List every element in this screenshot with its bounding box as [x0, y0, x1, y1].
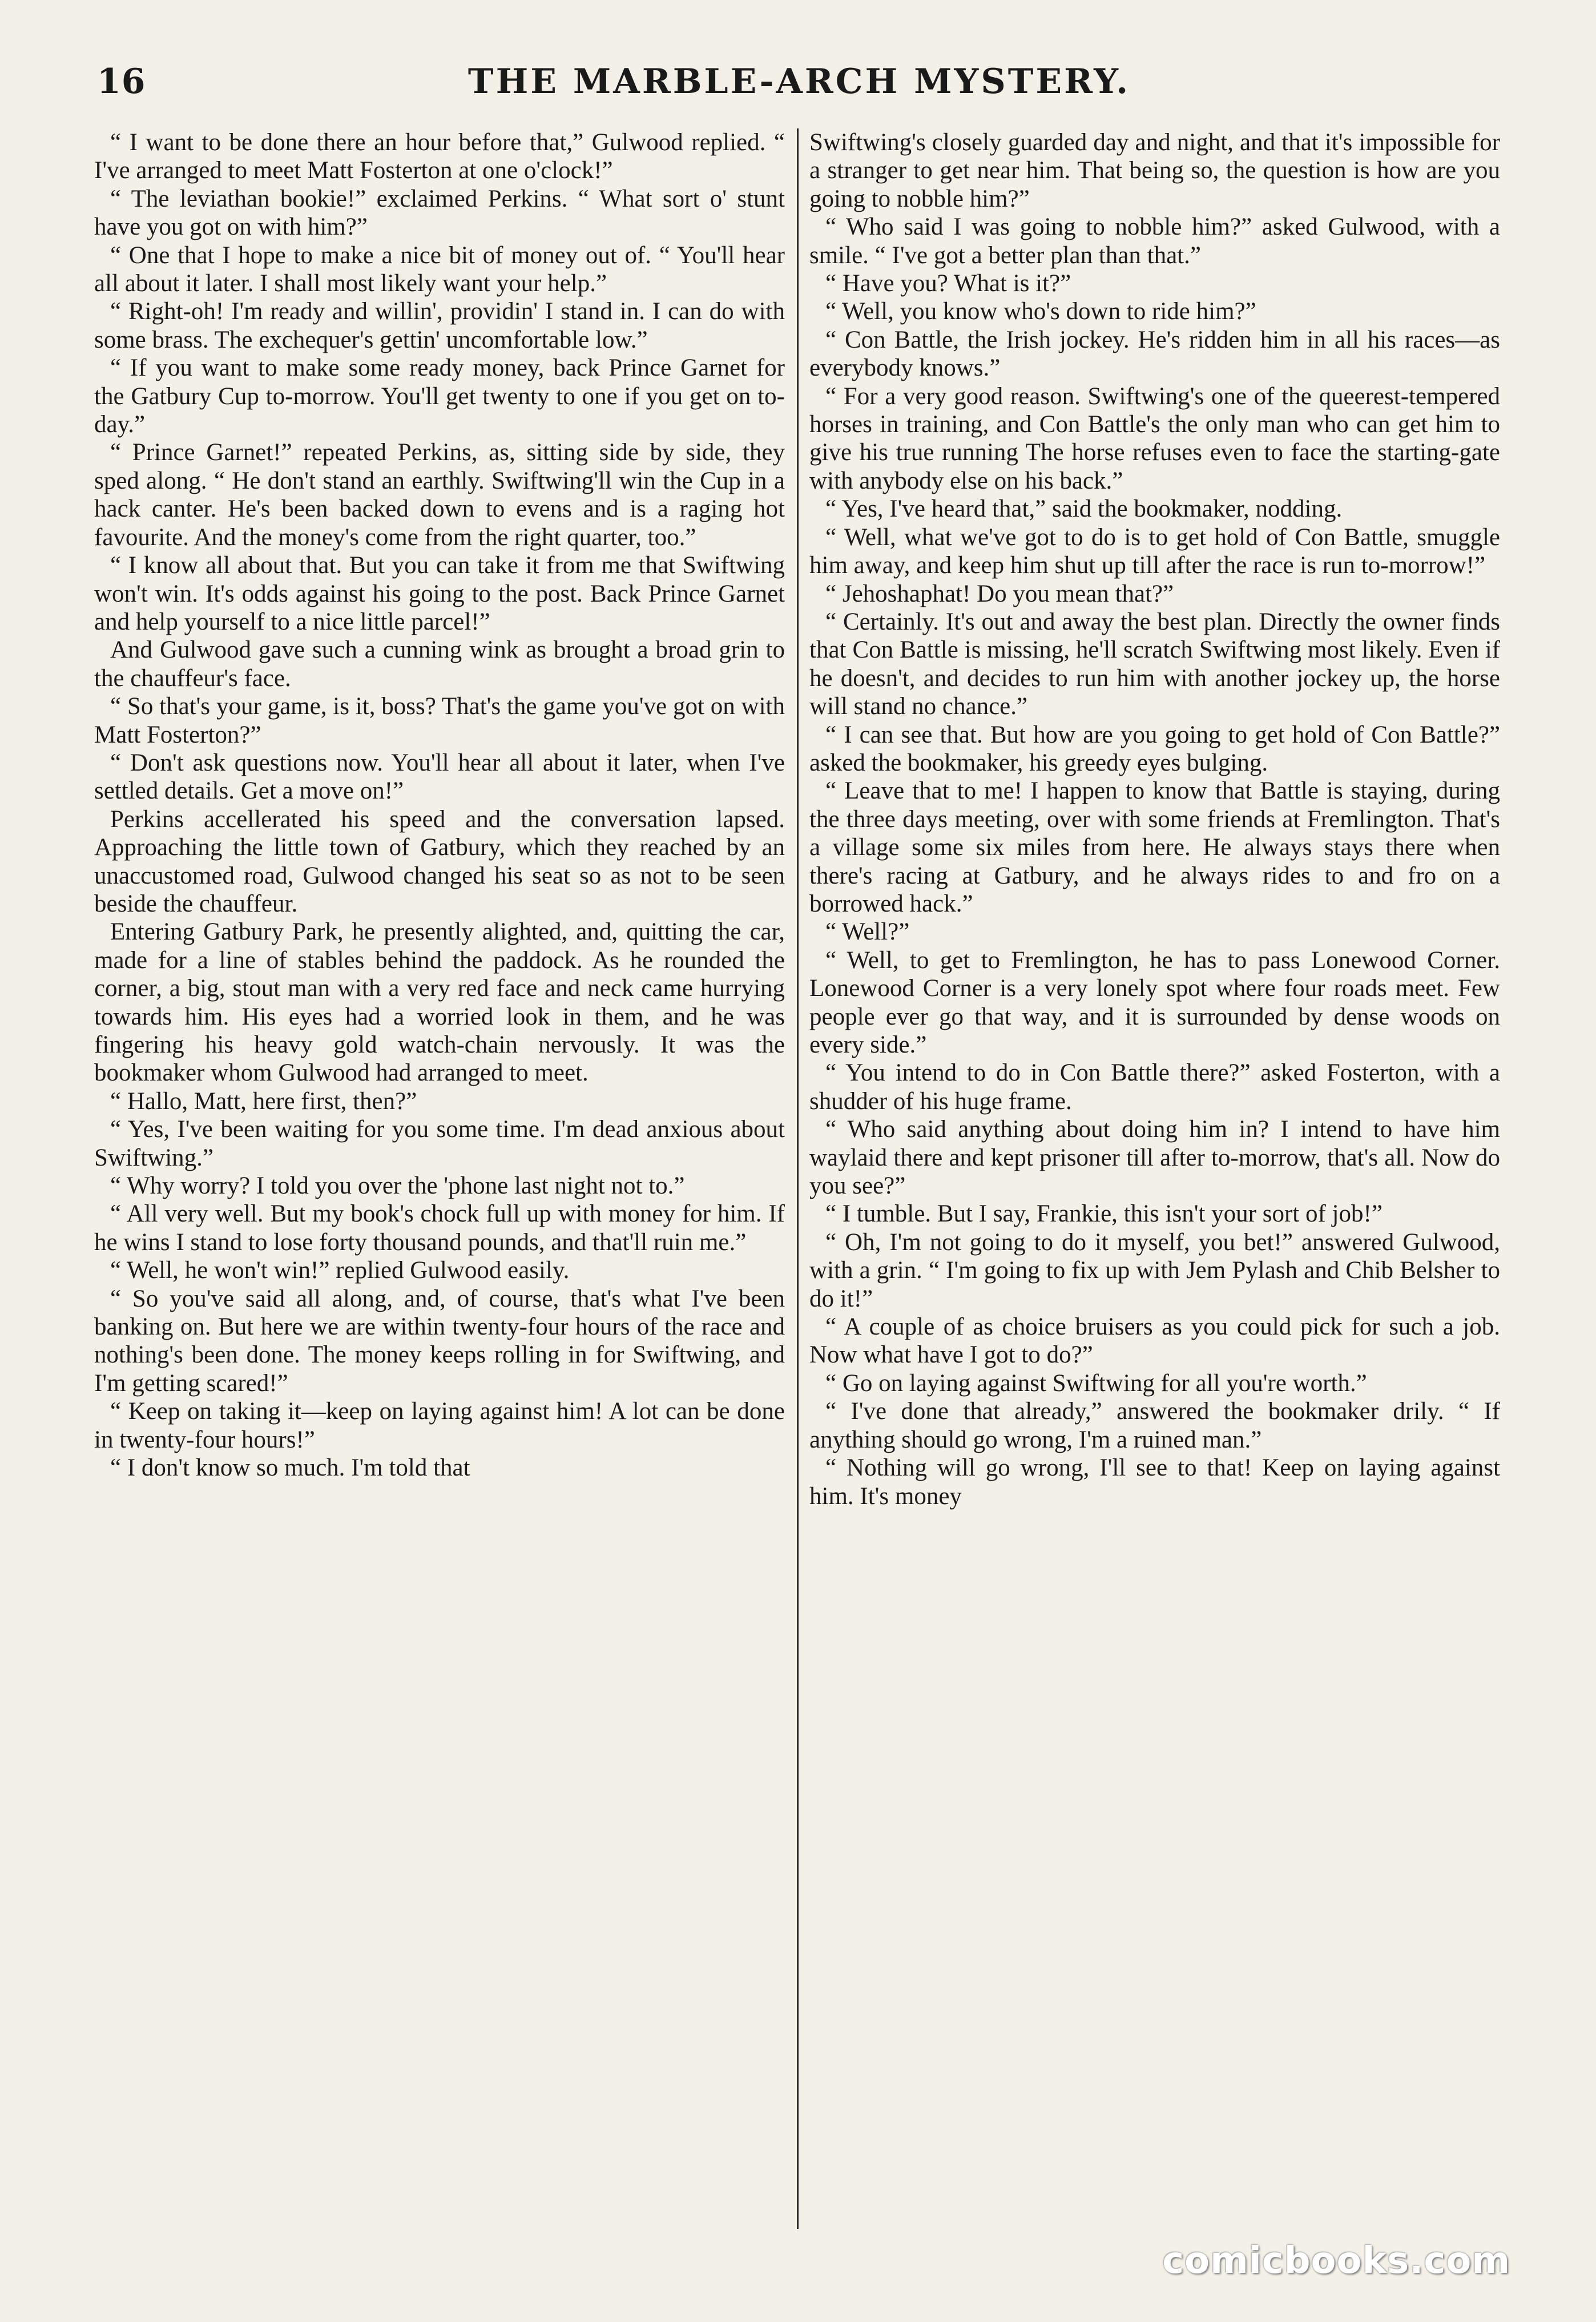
paragraph: “ I can see that. But how are you going to get hold of Con Battle?” asked the bookmaker, his greedy eyes bulging.: [809, 721, 1500, 776]
paragraph: “ Keep on taking it—keep on laying against him! A lot can be done in twenty-four hours!”: [94, 1398, 785, 1453]
paragraph: “ So that's your game, is it, boss? That's the game you've got on with Matt Fosterton?”: [94, 693, 785, 748]
paragraph: “ Have you? What is it?”: [825, 270, 1071, 297]
paragraph: “ I know all about that. But you can take it from me that Swiftwing won't win. It's odds against his going to the post. Back Prince Garnet and help yourself to a nice little parcel!”: [94, 552, 785, 635]
paragraph: “ You intend to do in Con Battle there?” asked Fosterton, with a shudder of his huge frame.: [809, 1059, 1500, 1115]
paragraph: “ Nothing will go wrong, I'll see to that! Keep on laying against him. It's money: [809, 1454, 1500, 1510]
paragraph: “ I want to be done there an hour before that,” Gulwood replied. “ I've arranged to meet Matt Fosterton at one o'clock!”: [94, 129, 785, 184]
paragraph: “ Why worry? I told you over the 'phone last night not to.”: [110, 1172, 685, 1200]
paragraph: “ Jehoshaphat! Do you mean that?”: [825, 580, 1174, 607]
paragraph: Perkins accellerated his speed and the conversation lapsed. Approaching the little town of Gatbury, which they reached by an unaccustomed road, Gulwood changed his seat so as not to be seen beside the chauffeur.: [94, 805, 785, 917]
right-text-column: [809, 128, 1500, 2229]
paragraph: “ Prince Garnet!” repeated Perkins, as, sitting side by side, they sped along. “ He don't stand an earthly. Swiftwing'll win the Cup in a hack canter. He's been backed down to evens and is a raging hot favourite. And the money's come from the right quarter, too.”: [94, 439, 785, 551]
paragraph: “ Don't ask questions now. You'll hear all about it later, when I've settled details. Get a move on!”: [94, 749, 785, 805]
paragraph: “ Well, to get to Fremlington, he has to pass Lonewood Corner. Lonewood Corner is a very lonely spot where four roads meet. Few people ever go that way, and it is surrounded by dense woods on every side.”: [809, 946, 1500, 1058]
running-title: THE MARBLE-ARCH MYSTERY.: [467, 62, 1131, 102]
paragraph: “ Right-oh! I'm ready and willin', providin' I stand in. I can do with some brass. The exchequer's gettin' uncomfortable low.”: [94, 298, 785, 353]
paragraph: Entering Gatbury Park, he presently alighted, and, quitting the car, made for a line of stables behind the paddock. As he rounded the corner, a big, stout man with a very red face and neck came hurrying towards him. His eyes had a worried look in them, and he was fingering his heavy gold watch-chain nervously. It was the bookmaker whom Gulwood had arranged to meet.: [94, 918, 785, 1087]
paragraph: “ I tumble. But I say, Frankie, this isn't your sort of job!”: [825, 1200, 1383, 1228]
paragraph: “ A couple of as choice bruisers as you could pick for such a job. Now what have I got to do?”: [809, 1313, 1500, 1369]
page-number: 16: [97, 62, 146, 102]
paragraph: “ Who said I was going to nobble him?” asked Gulwood, with a smile. “ I've got a better plan than that.”: [809, 213, 1500, 269]
left-text-column: [94, 128, 785, 2229]
paragraph: “ Well, you know who's down to ride him?”: [825, 298, 1256, 325]
paragraph: “ Hallo, Matt, here first, then?”: [110, 1087, 417, 1115]
paragraph: “ Con Battle, the Irish jockey. He's ridden him in all his races—as everybody knows.”: [809, 326, 1500, 382]
paragraph: “ The leviathan bookie!” exclaimed Perkins. “ What sort o' stunt have you got on with him?”: [94, 185, 785, 241]
paragraph: Swiftwing's closely guarded day and night, and that it's impossible for a stranger to get near him. That being so, the question is how are you going to nobble him?”: [809, 129, 1500, 212]
paragraph: “ For a very good reason. Swiftwing's one of the queerest-tempered horses in training, and Con Battle's the only man who can get him to give his true running The horse refuses even to face the starting-gate with anybody else on his back.”: [809, 382, 1500, 494]
paragraph: “ I've done that already,” answered the bookmaker drily. “ If anything should go wrong, I'm a ruined man.”: [809, 1398, 1500, 1453]
paragraph: “ Certainly. It's out and away the best plan. Directly the owner finds that Con Battle is missing, he'll scratch Swiftwing most likely. Even if he doesn't, and decides to run him with another jockey up, the horse will stand no chance.”: [809, 608, 1500, 720]
column-divider: [797, 128, 799, 2229]
paragraph: “ Yes, I've been waiting for you some time. I'm dead anxious about Swiftwing.”: [94, 1116, 785, 1171]
paragraph: “ Well, what we've got to do is to get hold of Con Battle, smuggle him away, and keep him shut up till after the race is run to-morrow!”: [809, 523, 1500, 579]
paragraph: “ All very well. But my book's chock full up with money for him. If he wins I stand to lose forty thousand pounds, and that'll ruin me.”: [94, 1200, 785, 1256]
paragraph: “ I don't know so much. I'm told that: [110, 1454, 470, 1482]
paragraph: “ Well?”: [825, 918, 910, 946]
paragraph: “ Yes, I've heard that,” said the bookmaker, nodding.: [825, 495, 1343, 523]
paragraph: “ If you want to make some ready money, back Prince Garnet for the Gatbury Cup to-morrow. You'll get twenty to one if you get on to-day.”: [94, 354, 785, 438]
paragraph: “ So you've said all along, and, of course, that's what I've been banking on. But here we are within twenty-four hours of the race and nothing's been done. The money keeps rolling in for Swiftwing, and I'm getting scared!”: [94, 1285, 785, 1397]
paragraph: “ Oh, I'm not going to do it myself, you bet!” answered Gulwood, with a grin. “ I'm going to fix up with Jem Pylash and Chib Belsher to do it!”: [809, 1228, 1500, 1312]
page-header: [97, 57, 1501, 114]
paragraph: “ Well, he won't win!” replied Gulwood easily.: [110, 1257, 570, 1284]
paragraph: “ Who said anything about doing him in? I intend to have him waylaid there and kept prisoner till after to-morrow, that's all. Now do you see?”: [809, 1116, 1500, 1200]
watermark-logo: comicbooks.com: [1162, 2240, 1510, 2282]
paragraph: And Gulwood gave such a cunning wink as brought a broad grin to the chauffeur's face.: [94, 636, 785, 692]
paragraph: “ Go on laying against Swiftwing for all you're worth.”: [825, 1369, 1367, 1397]
paragraph: “ Leave that to me! I happen to know that Battle is staying, during the three days meeting, over with some friends at Fremlington. That's a village some six miles from here. He always stays there when there's racing at Gatbury, and he always rides to and fro on a borrowed hack.”: [809, 777, 1500, 917]
paragraph: “ One that I hope to make a nice bit of money out of. “ You'll hear all about it later. I shall most likely want your help.”: [94, 241, 785, 297]
